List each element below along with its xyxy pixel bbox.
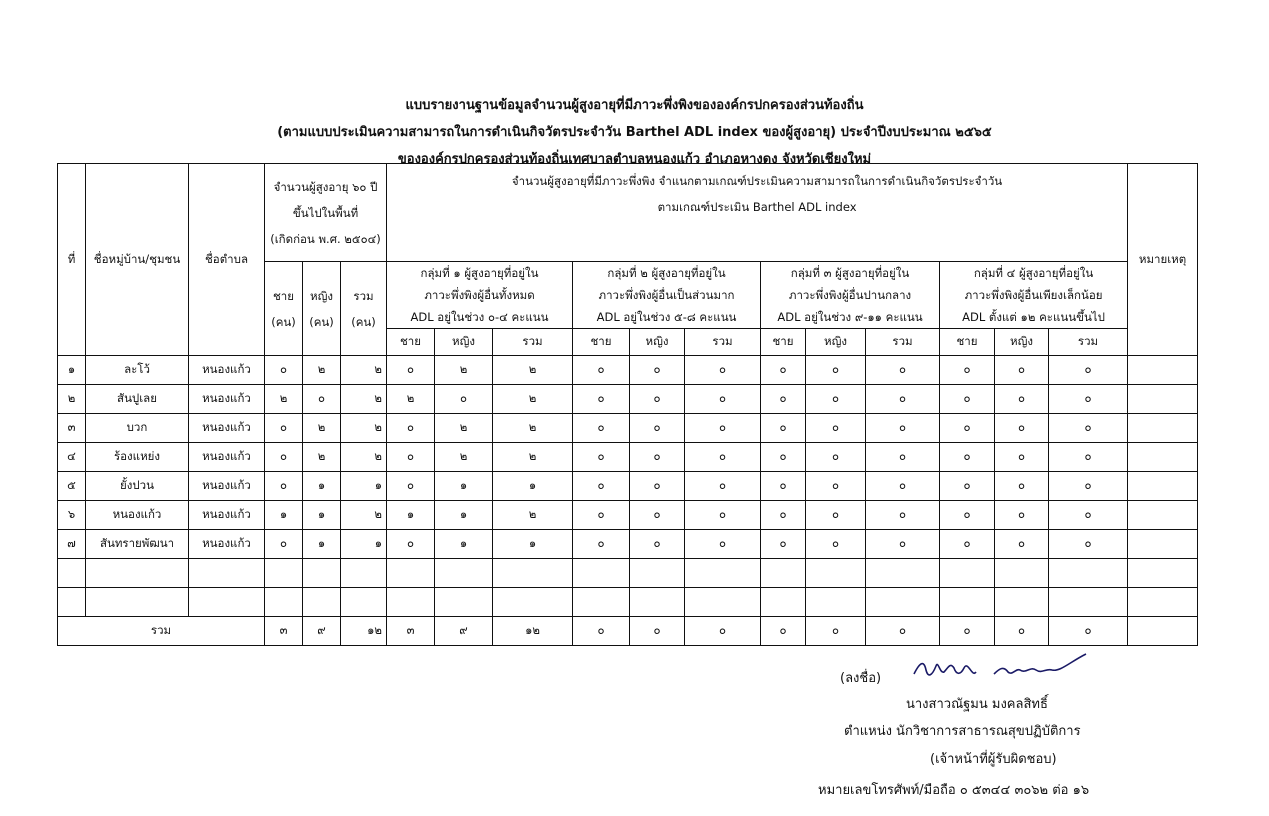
g3-total-header: รวม: [866, 329, 940, 356]
empty-cell: [341, 559, 387, 588]
row-g3-female: ๐: [806, 414, 866, 443]
row-g2-female: ๐: [630, 472, 685, 501]
row-elderly-total: ๒: [341, 356, 387, 385]
g2-female-header: หญิง: [630, 329, 685, 356]
empty-cell: [995, 559, 1049, 588]
empty-cell: [995, 588, 1049, 617]
header-group-1: [387, 262, 573, 329]
total-g4-total: ๐: [1049, 617, 1128, 646]
row-g4-female: ๐: [995, 472, 1049, 501]
row-g3-male: ๐: [761, 530, 806, 559]
row-elderly-female: ๑: [303, 472, 341, 501]
row-g4-total: ๐: [1049, 414, 1128, 443]
empty-cell: [86, 559, 189, 588]
table-row: [58, 443, 1198, 472]
row-g3-total: ๐: [866, 501, 940, 530]
row-g3-female: ๐: [806, 472, 866, 501]
header-female-label: หญิง: [310, 288, 333, 303]
total-g1-total: ๑๒: [493, 617, 573, 646]
row-g2-male: ๐: [573, 443, 630, 472]
empty-cell: [630, 559, 685, 588]
row-g4-total: ๐: [1049, 443, 1128, 472]
g4-female-header: หญิง: [995, 329, 1049, 356]
row-g2-total: ๐: [685, 501, 761, 530]
row-no: ๓: [58, 414, 86, 443]
empty-cell: [866, 559, 940, 588]
row-village: สันปูเลย: [86, 385, 189, 414]
row-g2-male: ๐: [573, 356, 630, 385]
row-g4-female: ๐: [995, 501, 1049, 530]
contact-phone: หมายเลขโทรศัพท์/มือถือ ๐ ๕๓๔๔ ๓๐๖๒ ต่อ ๑๖: [818, 783, 1090, 798]
header-elderly-female: [303, 262, 341, 356]
header-subdistrict: ชื่อตำบล: [189, 164, 265, 356]
row-g4-male: ๐: [940, 501, 995, 530]
empty-cell: [265, 588, 303, 617]
row-g1-total: ๒: [493, 501, 573, 530]
header-male-label: ชาย: [272, 288, 294, 303]
empty-cell: [573, 588, 630, 617]
row-g2-female: ๐: [630, 443, 685, 472]
row-subdistrict: หนองแก้ว: [189, 356, 265, 385]
header-village: ชื่อหมู่บ้าน/ชุมชน: [86, 164, 189, 356]
table-row: [58, 472, 1198, 501]
table-row: [58, 356, 1198, 385]
row-g2-total: ๐: [685, 356, 761, 385]
row-g4-female: ๐: [995, 356, 1049, 385]
row-subdistrict: หนองแก้ว: [189, 472, 265, 501]
empty-cell: [435, 588, 493, 617]
row-g1-female: ๒: [435, 443, 493, 472]
row-g1-female: ๑: [435, 472, 493, 501]
row-g2-male: ๐: [573, 501, 630, 530]
row-elderly-female: ๑: [303, 530, 341, 559]
total-g2-total: ๐: [685, 617, 761, 646]
g4-male-header: ชาย: [940, 329, 995, 356]
group-3-line-1: กลุ่มที่ ๓ ผู้สูงอายุที่อยู่ใน: [790, 266, 910, 280]
empty-cell: [806, 559, 866, 588]
row-elderly-male: ๐: [265, 530, 303, 559]
empty-cell: [58, 559, 86, 588]
header-elderly-line-1: จำนวนผู้สูงอายุ ๖๐ ปี: [273, 179, 378, 194]
row-g3-female: ๐: [806, 356, 866, 385]
row-elderly-total: ๑: [341, 530, 387, 559]
group-4-line-3: ADL ตั้งแต่ ๑๒ คะแนนขึ้นไป: [962, 310, 1105, 324]
table-row: [58, 414, 1198, 443]
row-no: ๒: [58, 385, 86, 414]
total-g2-male: ๐: [573, 617, 630, 646]
empty-cell: [761, 588, 806, 617]
total-g3-male: ๐: [761, 617, 806, 646]
row-g4-male: ๐: [940, 414, 995, 443]
row-g1-female: ๒: [435, 414, 493, 443]
row-g2-total: ๐: [685, 472, 761, 501]
row-village: ละโว้: [86, 356, 189, 385]
elderly-dependency-table: [57, 163, 1198, 646]
group-3-line-3: ADL อยู่ในช่วง ๙-๑๑ คะแนน: [777, 310, 923, 324]
row-g4-total: ๐: [1049, 530, 1128, 559]
empty-cell: [573, 559, 630, 588]
row-g3-total: ๐: [866, 530, 940, 559]
row-g3-male: ๐: [761, 356, 806, 385]
row-elderly-female: ๐: [303, 385, 341, 414]
row-subdistrict: หนองแก้ว: [189, 414, 265, 443]
row-g3-female: ๐: [806, 530, 866, 559]
header-unit-label: (คน): [271, 314, 296, 329]
header-adl-line-2: ตามเกณฑ์ประเมิน Barthel ADL index: [657, 200, 857, 214]
report-title-line-2: (ตามแบบประเมินความสามารถในการดำเนินกิจวัตรประจำวัน Barthel ADL index ของผู้สูงอายุ) ประจำปีงบประมาณ ๒๕๖๕: [277, 125, 992, 140]
group-2-line-3: ADL อยู่ในช่วง ๕-๘ คะแนน: [596, 310, 737, 324]
empty-cell: [303, 588, 341, 617]
row-elderly-male: ๐: [265, 443, 303, 472]
row-elderly-female: ๑: [303, 501, 341, 530]
row-g1-male: ๐: [387, 414, 435, 443]
empty-cell: [761, 559, 806, 588]
row-g4-total: ๐: [1049, 356, 1128, 385]
header-elderly-total: [341, 262, 387, 356]
row-village: สันทรายพัฒนา: [86, 530, 189, 559]
empty-cell: [1128, 559, 1198, 588]
total-elderly-total: ๑๒: [341, 617, 387, 646]
row-g2-female: ๐: [630, 414, 685, 443]
group-3-line-2: ภาวะพึ่งพิงผู้อื่นปานกลาง: [788, 288, 912, 302]
row-elderly-total: ๒: [341, 414, 387, 443]
row-g4-male: ๐: [940, 530, 995, 559]
total-label: รวม: [58, 617, 265, 646]
header-unit-label: (คน): [309, 314, 334, 329]
row-no: ๗: [58, 530, 86, 559]
row-g2-female: ๐: [630, 530, 685, 559]
signature-label: (ลงชื่อ): [840, 671, 882, 686]
report-title-line-1: แบบรายงานฐานข้อมูลจำนวนผู้สูงอายุที่มีภาวะพึ่งพิงขององค์กรปกครองส่วนท้องถิ่น: [405, 98, 864, 113]
row-remark: [1128, 530, 1198, 559]
empty-cell: [806, 588, 866, 617]
total-g1-female: ๙: [435, 617, 493, 646]
row-g3-total: ๐: [866, 414, 940, 443]
row-g3-female: ๐: [806, 385, 866, 414]
row-g4-male: ๐: [940, 472, 995, 501]
header-group-2: [573, 262, 761, 329]
row-g1-male: ๑: [387, 501, 435, 530]
empty-cell: [493, 559, 573, 588]
row-elderly-male: ๐: [265, 356, 303, 385]
row-g3-male: ๐: [761, 472, 806, 501]
row-g2-male: ๐: [573, 385, 630, 414]
header-adl: [387, 164, 1128, 262]
signer-name: นางสาวณัฐมน มงคลสิทธิ์: [906, 697, 1048, 712]
row-elderly-total: ๒: [341, 385, 387, 414]
signer-role: (เจ้าหน้าที่ผู้รับผิดชอบ): [930, 752, 1057, 767]
row-remark: [1128, 472, 1198, 501]
row-g2-male: ๐: [573, 472, 630, 501]
group-1-line-1: กลุ่มที่ ๑ ผู้สูงอายุที่อยู่ใน: [420, 266, 539, 280]
row-g1-female: ๑: [435, 501, 493, 530]
row-g4-male: ๐: [940, 356, 995, 385]
total-g4-female: ๐: [995, 617, 1049, 646]
empty-cell: [265, 559, 303, 588]
empty-cell: [630, 588, 685, 617]
total-remark: [1128, 617, 1198, 646]
group-4-line-1: กลุ่มที่ ๔ ผู้สูงอายุที่อยู่ใน: [973, 266, 1094, 280]
row-remark: [1128, 414, 1198, 443]
table-row: [58, 385, 1198, 414]
empty-cell: [341, 588, 387, 617]
group-1-line-3: ADL อยู่ในช่วง ๐-๔ คะแนน: [410, 310, 549, 324]
total-g4-male: ๐: [940, 617, 995, 646]
row-g1-male: ๐: [387, 356, 435, 385]
row-g4-female: ๐: [995, 385, 1049, 414]
empty-row: [58, 588, 1198, 617]
row-village: ร้องแหย่ง: [86, 443, 189, 472]
row-subdistrict: หนองแก้ว: [189, 385, 265, 414]
row-g4-total: ๐: [1049, 472, 1128, 501]
report-title-line-3: ขององค์กรปกครองส่วนท้องถิ่นเทศบาลตำบลหนองแก้ว อำเภอหางดง จังหวัดเชียงใหม่: [397, 152, 872, 167]
row-g1-total: ๒: [493, 443, 573, 472]
row-remark: [1128, 501, 1198, 530]
row-no: ๕: [58, 472, 86, 501]
row-g3-male: ๐: [761, 385, 806, 414]
row-g3-male: ๐: [761, 443, 806, 472]
row-elderly-male: ๐: [265, 472, 303, 501]
row-g3-female: ๐: [806, 443, 866, 472]
header-adl-line-1: จำนวนผู้สูงอายุที่มีภาวะพึ่งพิง จำแนกตามเกณฑ์ประเมินความสามารถในการดำเนินกิจวัตรประจำวัน: [511, 174, 1003, 188]
row-subdistrict: หนองแก้ว: [189, 530, 265, 559]
row-g1-total: ๑: [493, 530, 573, 559]
row-remark: [1128, 385, 1198, 414]
row-g4-female: ๐: [995, 443, 1049, 472]
empty-cell: [866, 588, 940, 617]
row-g2-male: ๐: [573, 530, 630, 559]
row-g1-male: ๐: [387, 530, 435, 559]
g1-female-header: หญิง: [435, 329, 493, 356]
handwritten-signature: [910, 648, 1100, 688]
row-g2-female: ๐: [630, 385, 685, 414]
empty-cell: [685, 588, 761, 617]
table-row: [58, 530, 1198, 559]
row-g1-female: ๒: [435, 356, 493, 385]
empty-cell: [1128, 588, 1198, 617]
row-g4-male: ๐: [940, 443, 995, 472]
empty-row: [58, 559, 1198, 588]
g3-male-header: ชาย: [761, 329, 806, 356]
row-g4-female: ๐: [995, 530, 1049, 559]
row-no: ๔: [58, 443, 86, 472]
empty-cell: [387, 588, 435, 617]
group-2-line-1: กลุ่มที่ ๒ ผู้สูงอายุที่อยู่ใน: [607, 266, 726, 280]
header-total-label: รวม: [353, 288, 374, 303]
row-no: ๑: [58, 356, 86, 385]
row-village: หนองแก้ว: [86, 501, 189, 530]
row-remark: [1128, 443, 1198, 472]
total-g2-female: ๐: [630, 617, 685, 646]
total-elderly-male: ๓: [265, 617, 303, 646]
row-elderly-male: ๑: [265, 501, 303, 530]
g2-total-header: รวม: [685, 329, 761, 356]
row-village: บวก: [86, 414, 189, 443]
empty-cell: [685, 559, 761, 588]
group-1-line-2: ภาวะพึ่งพิงผู้อื่นทั้งหมด: [424, 288, 535, 302]
empty-cell: [435, 559, 493, 588]
row-elderly-total: ๒: [341, 443, 387, 472]
row-g4-male: ๐: [940, 385, 995, 414]
header-elderly-line-2: ขึ้นไปในพื้นที่: [292, 205, 359, 220]
signer-position: ตำแหน่ง นักวิชาการสาธารณสุขปฏิบัติการ: [844, 724, 1081, 739]
row-g4-total: ๐: [1049, 501, 1128, 530]
row-g3-total: ๐: [866, 356, 940, 385]
row-g4-total: ๐: [1049, 385, 1128, 414]
row-g2-total: ๐: [685, 443, 761, 472]
header-elderly-male: [265, 262, 303, 356]
table-body: [58, 356, 1198, 646]
empty-cell: [1049, 588, 1128, 617]
g4-total-header: รวม: [1049, 329, 1128, 356]
empty-cell: [189, 559, 265, 588]
empty-cell: [303, 559, 341, 588]
row-g1-male: ๐: [387, 443, 435, 472]
row-remark: [1128, 356, 1198, 385]
header-group-4: [940, 262, 1128, 329]
row-g3-female: ๐: [806, 501, 866, 530]
g1-total-header: รวม: [493, 329, 573, 356]
row-elderly-total: ๑: [341, 472, 387, 501]
row-g2-female: ๐: [630, 356, 685, 385]
row-g2-total: ๐: [685, 530, 761, 559]
row-village: ยั้งปวน: [86, 472, 189, 501]
row-elderly-female: ๒: [303, 414, 341, 443]
row-elderly-female: ๒: [303, 356, 341, 385]
row-subdistrict: หนองแก้ว: [189, 443, 265, 472]
row-g1-total: ๒: [493, 414, 573, 443]
header-group-3: [761, 262, 940, 329]
group-4-line-2: ภาวะพึ่งพิงผู้อื่นเพียงเล็กน้อย: [964, 288, 1103, 302]
header-no: ที่: [58, 164, 86, 356]
row-g2-total: ๐: [685, 385, 761, 414]
row-g3-total: ๐: [866, 443, 940, 472]
row-g1-female: ๐: [435, 385, 493, 414]
empty-cell: [58, 588, 86, 617]
row-elderly-female: ๒: [303, 443, 341, 472]
row-g1-total: ๒: [493, 356, 573, 385]
g1-male-header: ชาย: [387, 329, 435, 356]
row-g3-male: ๐: [761, 414, 806, 443]
row-g1-total: ๒: [493, 385, 573, 414]
header-elderly-line-3: (เกิดก่อน พ.ศ. ๒๕๐๔): [270, 231, 381, 246]
row-g1-male: ๐: [387, 472, 435, 501]
row-elderly-total: ๒: [341, 501, 387, 530]
row-g3-total: ๐: [866, 472, 940, 501]
row-g3-total: ๐: [866, 385, 940, 414]
empty-cell: [940, 588, 995, 617]
empty-cell: [189, 588, 265, 617]
row-g3-male: ๐: [761, 501, 806, 530]
empty-cell: [387, 559, 435, 588]
header-elderly-count: [265, 164, 387, 262]
row-g1-male: ๒: [387, 385, 435, 414]
row-subdistrict: หนองแก้ว: [189, 501, 265, 530]
row-elderly-male: ๐: [265, 414, 303, 443]
g2-male-header: ชาย: [573, 329, 630, 356]
group-2-line-2: ภาวะพึ่งพิงผู้อื่นเป็นส่วนมาก: [598, 288, 735, 302]
empty-cell: [86, 588, 189, 617]
row-g2-male: ๐: [573, 414, 630, 443]
row-no: ๖: [58, 501, 86, 530]
total-row: [58, 617, 1198, 646]
row-elderly-male: ๒: [265, 385, 303, 414]
table-row: [58, 501, 1198, 530]
total-g3-total: ๐: [866, 617, 940, 646]
g3-female-header: หญิง: [806, 329, 866, 356]
header-unit-label: (คน): [351, 314, 376, 329]
row-g1-total: ๑: [493, 472, 573, 501]
total-g3-female: ๐: [806, 617, 866, 646]
empty-cell: [1049, 559, 1128, 588]
empty-cell: [940, 559, 995, 588]
total-elderly-female: ๙: [303, 617, 341, 646]
header-remark: หมายเหตุ: [1128, 164, 1198, 356]
total-g1-male: ๓: [387, 617, 435, 646]
row-g2-female: ๐: [630, 501, 685, 530]
row-g1-female: ๑: [435, 530, 493, 559]
row-g2-total: ๐: [685, 414, 761, 443]
row-g4-female: ๐: [995, 414, 1049, 443]
empty-cell: [493, 588, 573, 617]
